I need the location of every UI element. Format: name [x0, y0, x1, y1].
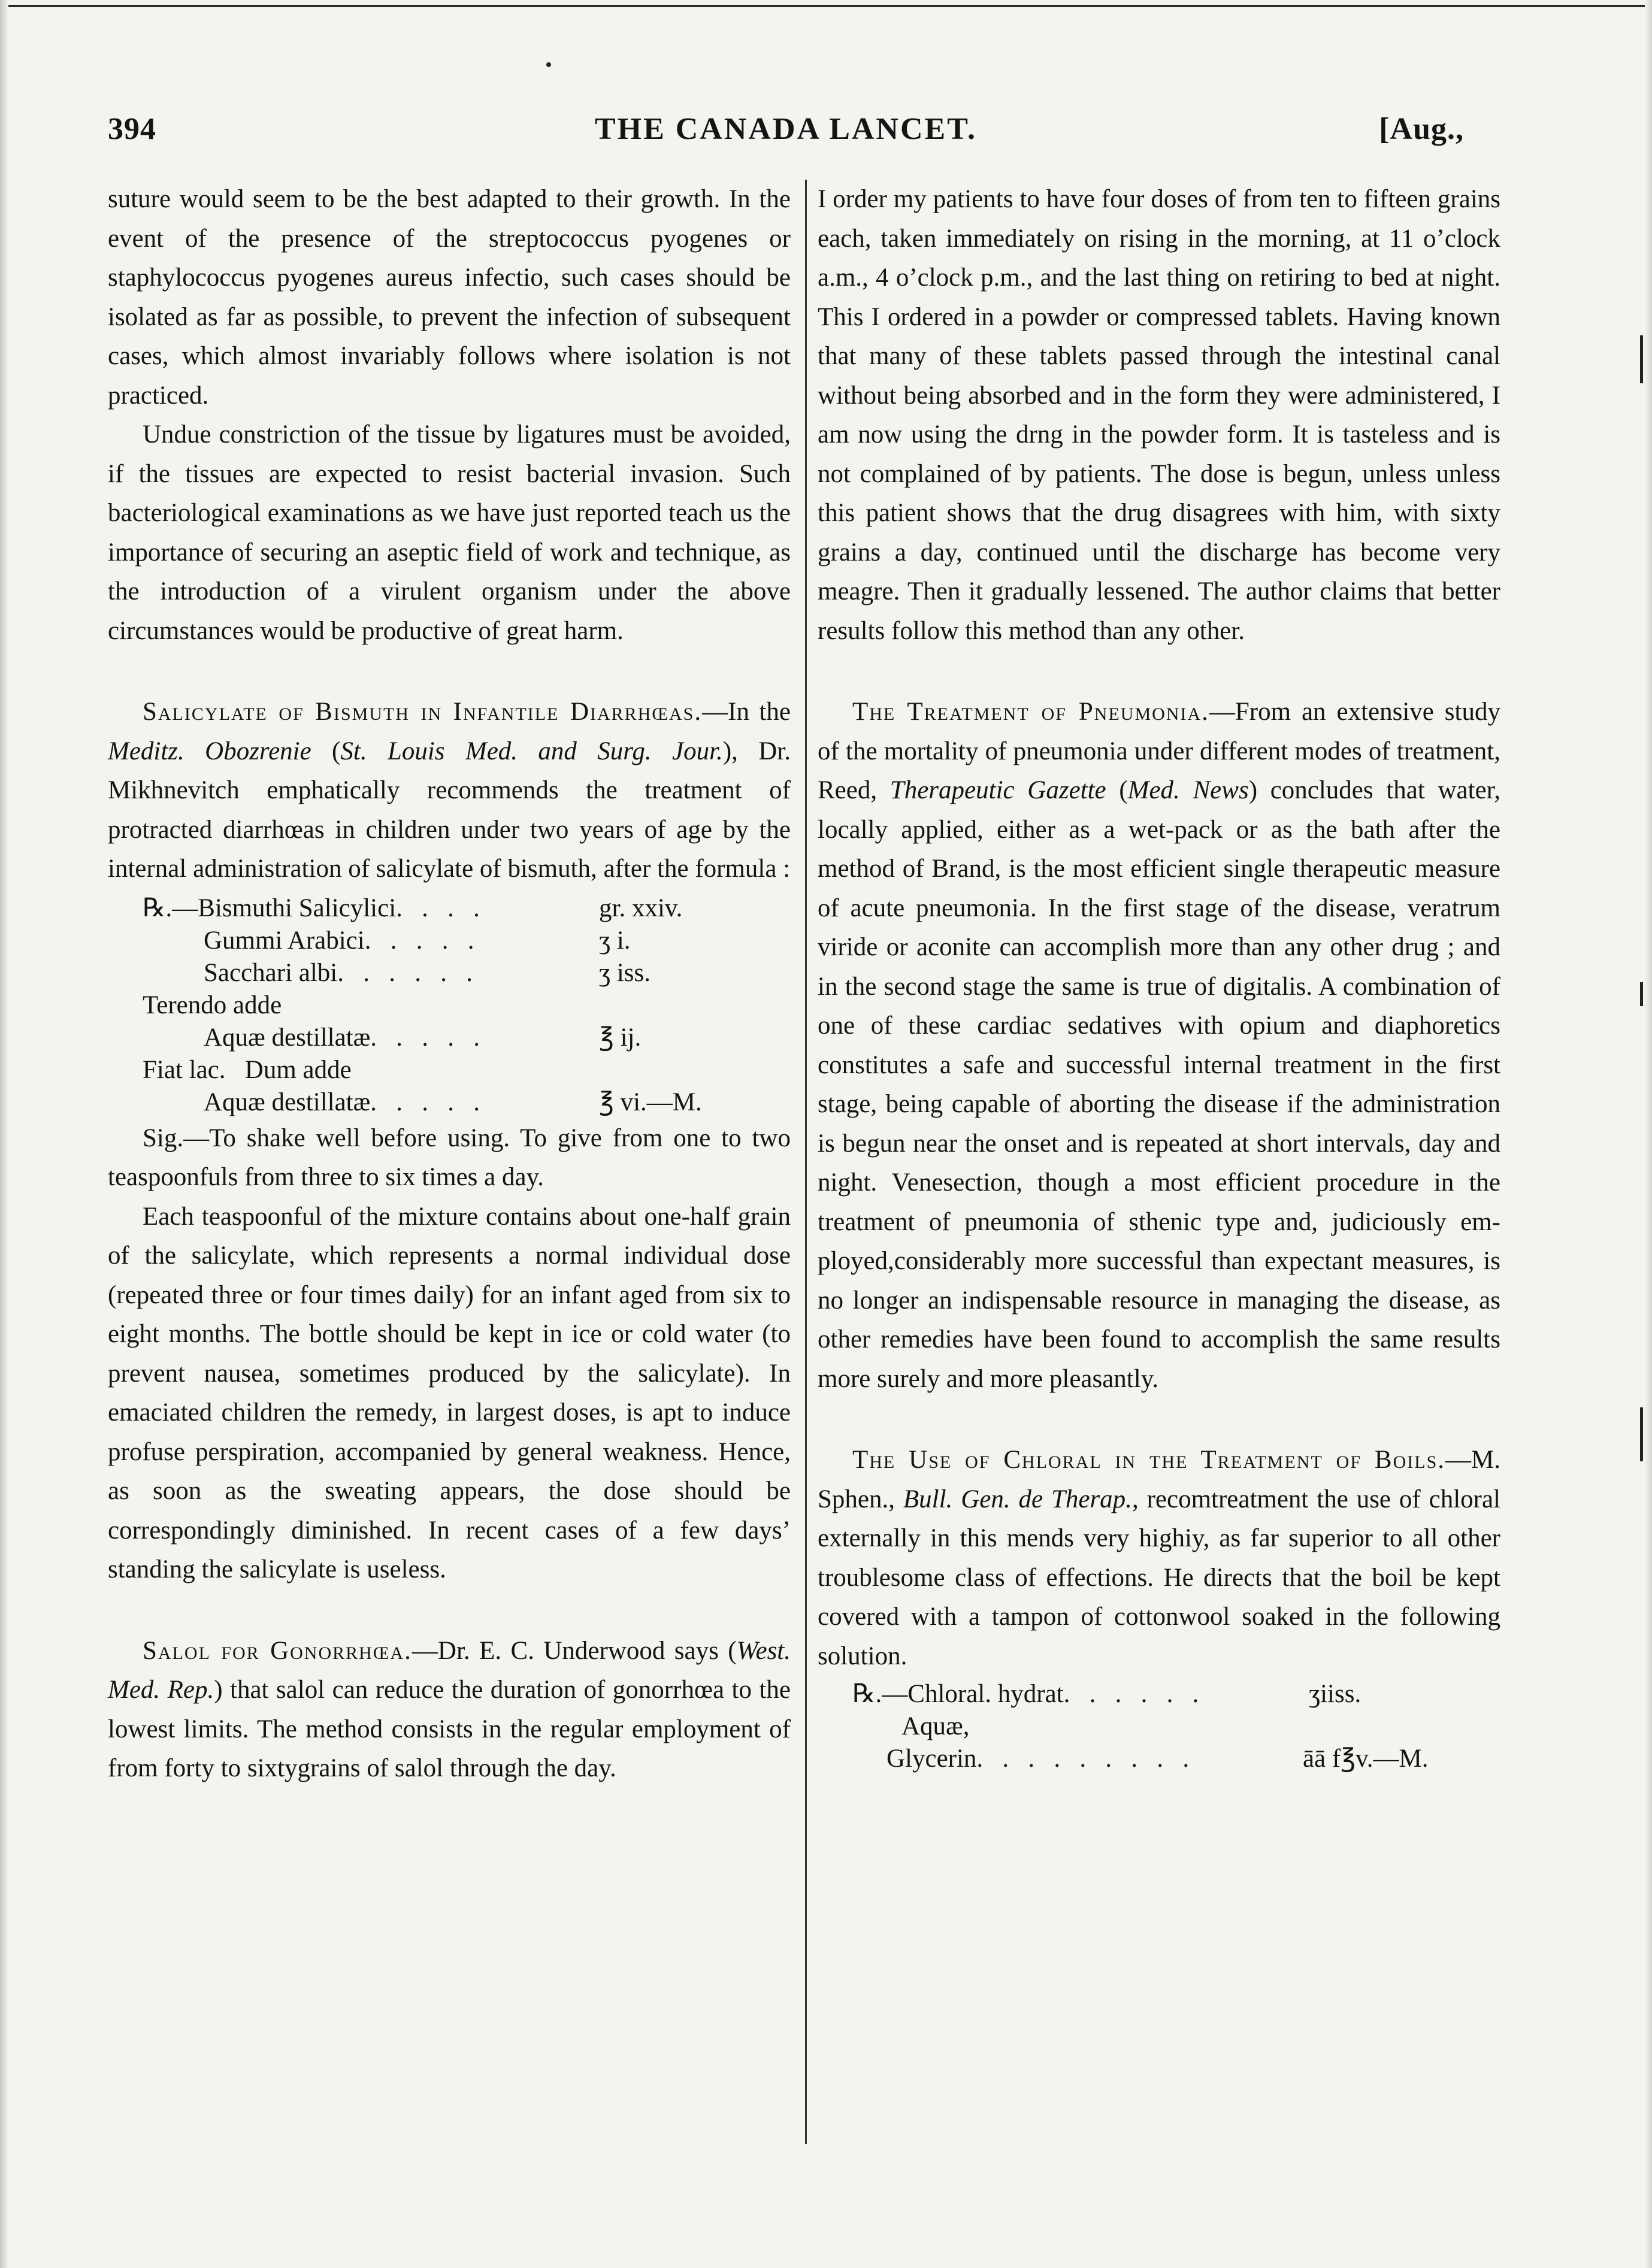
- article-pneumonia: The Treatment of Pneumonia.—From an extensive study of the mortality of pneumonia under different modes of treatment, Reed, Therapeutic Gazette (Med. News) concludes that water, locally applied, either as a wet-pack or as the bath after the method of Brand, is the most efficient single therapeutic measure of acute pneumonia. In the first stage of the disease, veratrum viride or aconite can accomplish more than any other drug ; and in the second stage the same is true of digitalis. A combination of one of these cardiac sedatives with opium and diaphoretics constitutes a safe and successful internal treatment in the first stage, being capable of aborting the disease if the administration is begun near the onset and is repeated at short intervals, day and night. Venesection, though a most efficient procedure in the treatment of pneumonia of sthenic type and, judiciously employed,considerably more successful than expectant measures, is no longer an indispensable resource in managing the disease, as other remedies have been found to accomplish the same results more surely and more pleasantly.: [818, 698, 1500, 1393]
- formula-line: Terendo adde: [143, 991, 282, 1019]
- paragraph: Sig.—To shake well before using. To give from one to two teaspoonfuls from three to six times a day.: [108, 1124, 791, 1191]
- right-column: [818, 180, 1500, 2138]
- formula-line: Sacchari albi. . . . . . ʒ iss.: [204, 958, 650, 987]
- formula-line: Aquæ destillatæ. . . . . ℥ ij.: [204, 1023, 642, 1052]
- article-chloral: The Use of Chloral in the Treatment of Boils.—M. Sphen., Bull. Gen. de Therap., recomtreatment the use of chloral externally in this mends very highiy, as far superior to all other troublesome class of effections. He directs that the boil be kept covered with a tampon of cottonwool soaked in the following solution.: [818, 1446, 1500, 1670]
- article-salicylate: Salicylate of Bismuth in Infantile Diarrhœas.—In the Meditz. Obozrenie (St. Louis Med. and Surg. Jour.), Dr. Mikhnevitch emphatically recommends the treatment of protracted diarrhœas in children under two years of age by the internal administration of salicylate of bismuth, after the formula :: [108, 698, 791, 883]
- journal-title: THE CANADA LANCET.: [594, 112, 978, 146]
- column-divider: [805, 180, 807, 2144]
- prescription-formula: [818, 1678, 1500, 1775]
- article-heading: Salol for Gonorrhœa.: [143, 1636, 412, 1665]
- formula-line: Gummi Arabici. . . . . ʒ i.: [204, 926, 631, 955]
- citation: West. Med. Rep.: [108, 1636, 791, 1704]
- page-number: 394: [108, 112, 156, 146]
- article-heading: The Use of Chloral in the Treatment of Boils.: [852, 1446, 1446, 1474]
- article-heading: The Treatment of Pneumonia.: [852, 698, 1209, 726]
- formula-line: Aquæ destillatæ. . . . . ℥ vi.—M.: [204, 1088, 702, 1116]
- paragraph: I order my patients to have four doses of from ten to fifteen grains each, taken immediately on rising in the morning, at 11 o’clock a.m., 4 o’clock p.m., and the last thing on retiring to bed at night. This I ordered in a powder or compressed tablets. Having known that many of these tablets passed through the intestinal canal without being absorbed and in the form they were administered, I am now using the drng in the powder form. It is tasteless and is not complained of by patients. The dose is begun, unless unless this patient shows that the drug disagrees with him, with sixty grains a day, continued until the discharge has become very meagre. Then it gradually lessened. The author claims that better results follow this method than any other.: [818, 185, 1500, 645]
- citation: St. Louis Med. and Surg. Jour.: [340, 737, 723, 765]
- paragraph: suture would seem to be the best adapted to their growth. In the event of the presence of the streptococcus pyogenes or staphylococcus pyogenes aureus infectio, such cases should be isolated as far as possible, to prevent the infection of subsequent cases, which almost invariably follows where isolation is not practiced.: [108, 185, 791, 410]
- prescription-formula: [108, 892, 791, 1119]
- citation: Meditz. Obozrenie: [108, 737, 311, 765]
- formula-line: ℞.—Chloral. hydrat. . . . . . ʒiiss.: [852, 1680, 1361, 1708]
- top-rule: [0, 5, 1652, 7]
- citation: Therapeutic Gazette: [889, 776, 1106, 804]
- article-heading: Salicylate of Bismuth in Infantile Diarrhœas.: [143, 698, 703, 726]
- formula-line: Aquæ,: [901, 1712, 970, 1740]
- formula-line: Fiat lac. Dum adde: [143, 1055, 352, 1084]
- paragraph: Undue constriction of the tissue by ligatures must be avoided, if the tissues are expected to resist bacterial invasion. Such bacteriological examinations as we have just reported teach us the importance of securing an aseptic field of work and technique, as the introduction of a virulent organism under the above circumstances would be productive of great harm.: [108, 420, 791, 645]
- header-month: [Aug.,: [1379, 112, 1464, 146]
- page-edge-right: [1645, 0, 1652, 2268]
- margin-mark-right: [1640, 1407, 1643, 1461]
- citation: Bull. Gen. de Therap.: [903, 1485, 1132, 1513]
- citation: Med. News: [1127, 776, 1249, 804]
- formula-line: Glycerin. . . . . . . . . āā f℥v.—M.: [886, 1745, 1429, 1773]
- margin-mark-right: [1640, 982, 1643, 1006]
- page-edge-left: [0, 0, 8, 2268]
- article-salol: Salol for Gonorrhœa.—Dr. E. C. Underwood says (West. Med. Rep.) that salol can reduce the duration of gonorrhœa to the lowest limits. The method consists in the regular employment of from forty to sixtygrains of salol through the day.: [108, 1636, 791, 1782]
- margin-mark-right: [1640, 335, 1643, 383]
- formula-line: ℞.—Bismuthi Salicylici. . . . gr. xxiv.: [143, 894, 683, 922]
- paragraph: Each teaspoonful of the mixture contains about one-half grain of the salicylate, which represents a normal individual dose (repeated three or four times daily) for an infant aged from six to eight months. The bottle should be kept in ice or cold water (to prevent nausea, sometimes produced by the salicylate). In emaciated children the remedy, in largest doses, is apt to induce profuse perspiration, accompanied by general weakness. Hence, as soon as the sweating appears, the dose should be correspondingly diminished. In recent cases of a few days’ standing the salicylate is useless.: [108, 1202, 791, 1583]
- running-header: [108, 111, 1464, 159]
- left-column: [108, 180, 791, 2138]
- speck-mark: [546, 62, 551, 67]
